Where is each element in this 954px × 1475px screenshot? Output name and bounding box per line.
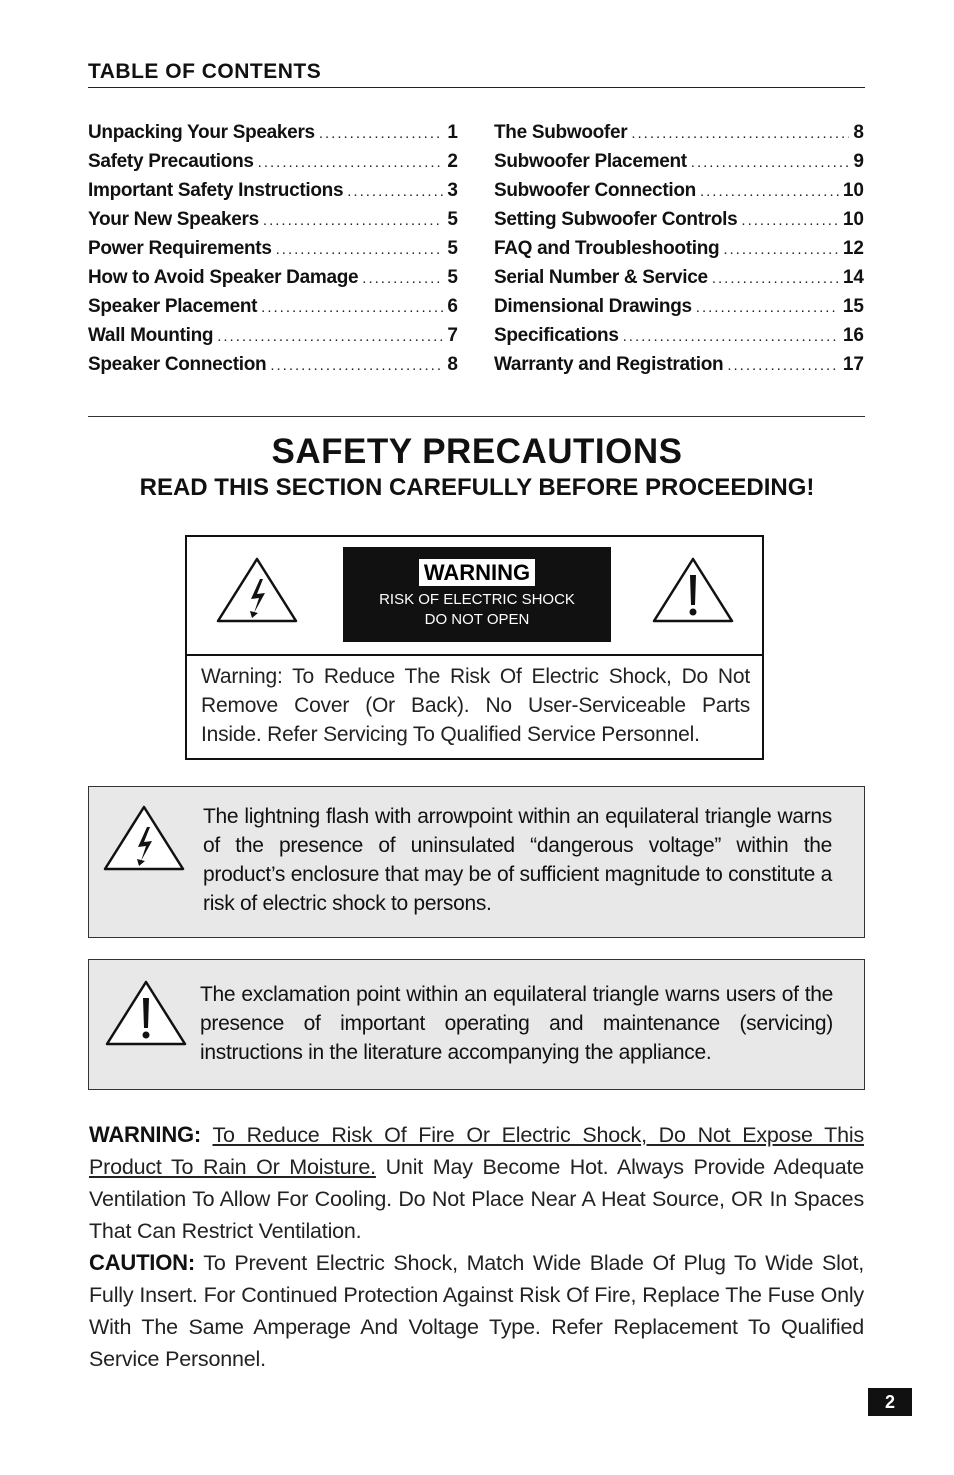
toc-entry[interactable]: Wall Mounting ..... 7 (88, 325, 458, 354)
warning-label-header (187, 537, 762, 656)
toc-heading: TABLE OF CONTENTS (88, 60, 865, 88)
section-divider (88, 416, 865, 417)
lightning-triangle-icon (214, 555, 300, 625)
toc-entry[interactable]: Subwoofer Connection ..... 10 (494, 180, 864, 209)
lightning-note-text: The lightning flash with arrowpoint within an equilateral triangle warns of the presence of uninsulated “dangerous voltage” within the product’s enclosure that may be of sufficient magnitude to constitute a risk of electric shock to persons. (203, 805, 832, 915)
toc-entry[interactable]: Unpacking Your Speakers ..... 1 (88, 122, 458, 151)
toc-entry[interactable]: FAQ and Troubleshooting ..... 12 (494, 238, 864, 267)
exclamation-note-text: The exclamation point within an equilateral triangle warns users of the presence of important operating and maintenance (servicing) instructions in the literature accompanying the appliance. (200, 983, 833, 1064)
toc-entry[interactable]: The Subwoofer ..... 8 (494, 122, 864, 151)
exclamation-note-box (88, 959, 865, 1090)
toc-entry[interactable]: Warranty and Registration ..... 17 (494, 354, 864, 383)
toc-entry[interactable]: Your New Speakers ..... 5 (88, 209, 458, 238)
exclamation-triangle-icon (103, 978, 189, 1048)
toc-column-left (88, 122, 458, 383)
lightning-triangle-icon (101, 803, 187, 873)
toc-entry[interactable]: Power Requirements ..... 5 (88, 238, 458, 267)
warning-plate-line: DO NOT OPEN (424, 611, 530, 628)
caution-paragraph (89, 1247, 864, 1375)
warning-plate-line: RISK OF ELECTRIC SHOCK (379, 591, 575, 608)
warning-paragraph (89, 1119, 864, 1247)
toc-entry[interactable]: Important Safety Instructions ..... 3 (88, 180, 458, 209)
warning-rest-text: Unit May Become Hot. Always Provide Adequate Ventilation To Allow For Cooling. Do Not Place Near A Heat Source, OR In Spaces That Can Restrict Ventilation. (89, 1155, 864, 1243)
lightning-note-box (88, 786, 865, 938)
toc-entry[interactable]: Speaker Connection ..... 8 (88, 354, 458, 383)
warning-underlined-text: To Reduce Risk Of Fire Or Electric Shock, Do Not Expose This Product To Rain Or Moisture. (89, 1123, 864, 1179)
warning-lead: WARNING: (89, 1122, 202, 1147)
toc-entry[interactable]: Serial Number & Service ..... 14 (494, 267, 864, 296)
toc-entry[interactable]: Subwoofer Placement ..... 9 (494, 151, 864, 180)
caution-lead: CAUTION: (89, 1250, 195, 1275)
warning-label-text: Warning: To Reduce The Risk Of Electric Shock, Do Not Remove Cover (Or Back). No User-Serviceable Parts Inside. Refer Servicing To Qualified Service Personnel. (201, 665, 750, 746)
toc-entry[interactable]: Speaker Placement ..... 6 (88, 296, 458, 325)
page-number: 2 (868, 1388, 912, 1416)
toc-column-right (494, 122, 864, 383)
safety-title: SAFETY PRECAUTIONS (271, 432, 683, 471)
safety-subtitle: READ THIS SECTION CAREFULLY BEFORE PROCEEDING! (139, 474, 815, 501)
warning-label-box (185, 535, 764, 760)
toc-entry[interactable]: Specifications ..... 16 (494, 325, 864, 354)
exclamation-triangle-icon (650, 555, 736, 625)
toc-entry[interactable]: Dimensional Drawings ..... 15 (494, 296, 864, 325)
caution-text: To Prevent Electric Shock, Match Wide Blade Of Plug To Wide Slot, Fully Insert. For Continued Protection Against Risk Of Fire, Replace The Fuse Only With The Same Amperage And Voltage Type. Refer Replacement To Qualified Service Personnel. (89, 1251, 865, 1371)
warning-plate-label: WARNING (419, 559, 535, 586)
toc-entry[interactable]: How to Avoid Speaker Damage ..... 5 (88, 267, 458, 296)
warning-plate (343, 547, 611, 642)
toc-entry[interactable]: Safety Precautions ..... 2 (88, 151, 458, 180)
toc-entry[interactable]: Setting Subwoofer Controls ..... 10 (494, 209, 864, 238)
